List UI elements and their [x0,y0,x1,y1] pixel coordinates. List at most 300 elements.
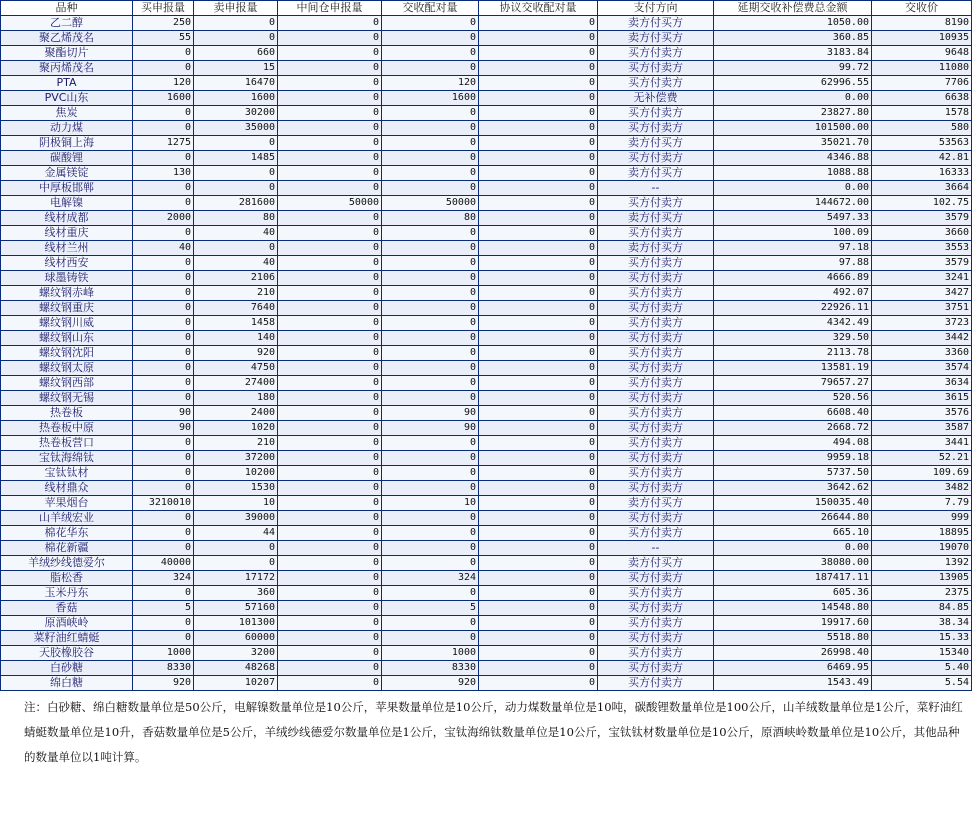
cell-sell-qty: 210 [194,436,278,451]
col-header-compensation-total: 延期交收补偿费总金额 [714,1,872,16]
cell-matched-qty: 0 [382,271,479,286]
cell-variety: 螺纹钢川威 [1,316,133,331]
table-row [1,481,972,496]
cell-sell-qty: 101300 [194,616,278,631]
cell-buy-qty: 55 [133,31,194,46]
cell-agreement-matched-qty: 0 [479,496,598,511]
cell-variety: 白砂糖 [1,661,133,676]
cell-payment-direction: -- [598,181,714,196]
cell-compensation-total: 97.88 [714,256,872,271]
cell-payment-direction: 卖方付买方 [598,136,714,151]
cell-payment-direction: 买方付卖方 [598,571,714,586]
cell-variety: 线材重庆 [1,226,133,241]
cell-delivery-price: 3579 [872,256,972,271]
cell-matched-qty: 0 [382,16,479,31]
table-row [1,646,972,661]
cell-matched-qty: 0 [382,481,479,496]
table-row [1,661,972,676]
table-row [1,511,972,526]
cell-intermediate-qty: 0 [278,331,382,346]
cell-variety: 原酒峡岭 [1,616,133,631]
cell-delivery-price: 3360 [872,346,972,361]
cell-buy-qty: 0 [133,121,194,136]
cell-matched-qty: 8330 [382,661,479,676]
cell-variety: 山羊绒宏业 [1,511,133,526]
cell-agreement-matched-qty: 0 [479,196,598,211]
cell-matched-qty: 0 [382,331,479,346]
table-row [1,181,972,196]
cell-compensation-total: 1543.49 [714,676,872,691]
cell-agreement-matched-qty: 0 [479,271,598,286]
cell-buy-qty: 0 [133,616,194,631]
cell-agreement-matched-qty: 0 [479,451,598,466]
cell-variety: 脂松香 [1,571,133,586]
cell-matched-qty: 50000 [382,196,479,211]
cell-intermediate-qty: 0 [278,481,382,496]
table-row [1,196,972,211]
cell-matched-qty: 0 [382,346,479,361]
cell-agreement-matched-qty: 0 [479,436,598,451]
cell-agreement-matched-qty: 0 [479,181,598,196]
cell-agreement-matched-qty: 0 [479,346,598,361]
cell-payment-direction: 买方付卖方 [598,46,714,61]
table-row [1,361,972,376]
cell-matched-qty: 324 [382,571,479,586]
cell-sell-qty: 10207 [194,676,278,691]
cell-buy-qty: 0 [133,436,194,451]
table-row [1,316,972,331]
cell-payment-direction: 买方付卖方 [598,481,714,496]
cell-intermediate-qty: 0 [278,601,382,616]
cell-intermediate-qty: 0 [278,526,382,541]
cell-delivery-price: 13905 [872,571,972,586]
cell-compensation-total: 605.36 [714,586,872,601]
cell-delivery-price: 2375 [872,586,972,601]
cell-agreement-matched-qty: 0 [479,511,598,526]
cell-matched-qty: 920 [382,676,479,691]
cell-delivery-price: 1578 [872,106,972,121]
cell-intermediate-qty: 0 [278,646,382,661]
cell-agreement-matched-qty: 0 [479,331,598,346]
cell-intermediate-qty: 0 [278,586,382,601]
cell-intermediate-qty: 0 [278,31,382,46]
cell-payment-direction: 买方付卖方 [598,391,714,406]
cell-matched-qty: 0 [382,526,479,541]
cell-buy-qty: 250 [133,16,194,31]
cell-variety: 聚酯切片 [1,46,133,61]
cell-compensation-total: 1050.00 [714,16,872,31]
cell-variety: 聚乙烯茂名 [1,31,133,46]
cell-buy-qty: 0 [133,361,194,376]
cell-payment-direction: 卖方付买方 [598,496,714,511]
cell-delivery-price: 580 [872,121,972,136]
cell-variety: 宝钛钛材 [1,466,133,481]
cell-variety: 阴极铜上海 [1,136,133,151]
col-header-intermediate-qty: 中间仓申报量 [278,1,382,16]
cell-sell-qty: 2106 [194,271,278,286]
cell-intermediate-qty: 0 [278,76,382,91]
cell-variety: 金属镁锭 [1,166,133,181]
cell-buy-qty: 40 [133,241,194,256]
cell-buy-qty: 0 [133,526,194,541]
cell-payment-direction: 买方付卖方 [598,226,714,241]
cell-sell-qty: 0 [194,241,278,256]
cell-sell-qty: 17172 [194,571,278,586]
cell-buy-qty: 0 [133,301,194,316]
cell-matched-qty: 0 [382,256,479,271]
cell-compensation-total: 1088.88 [714,166,872,181]
cell-variety: 线材兰州 [1,241,133,256]
cell-variety: 菜籽油红蜻蜓 [1,631,133,646]
cell-payment-direction: 买方付卖方 [598,346,714,361]
cell-intermediate-qty: 0 [278,211,382,226]
cell-sell-qty: 4750 [194,361,278,376]
cell-buy-qty: 0 [133,226,194,241]
footnote: 注：白砂糖、绵白糖数量单位是50公斤，电解镍数量单位是10公斤，苹果数量单位是10公斤，动力煤数量单位是10吨，碳酸锂数量单位是100公斤，山羊绒数量单位是1公斤，菜籽油红蜻蜓数量单位是10升，香菇数量单位是5公斤，羊绒纱线德爱尔数量单位是1公斤，宝钛海绵钛数量单位是10公斤，宝钛钛材数量单位是10公斤，原酒峡岭数量单位是10公斤，其他品种的数量单位以1吨计算。 [0,691,971,770]
cell-variety: 中厚板邯郸 [1,181,133,196]
cell-buy-qty: 2000 [133,211,194,226]
cell-payment-direction: 买方付卖方 [598,616,714,631]
cell-compensation-total: 38080.00 [714,556,872,571]
cell-matched-qty: 0 [382,451,479,466]
cell-intermediate-qty: 0 [278,541,382,556]
cell-buy-qty: 0 [133,331,194,346]
cell-delivery-price: 1392 [872,556,972,571]
cell-matched-qty: 10 [382,496,479,511]
table-row [1,436,972,451]
cell-matched-qty: 0 [382,301,479,316]
cell-buy-qty: 120 [133,76,194,91]
cell-agreement-matched-qty: 0 [479,541,598,556]
cell-intermediate-qty: 0 [278,256,382,271]
cell-matched-qty: 0 [382,361,479,376]
table-row [1,601,972,616]
cell-intermediate-qty: 0 [278,661,382,676]
cell-compensation-total: 4346.88 [714,151,872,166]
cell-agreement-matched-qty: 0 [479,211,598,226]
cell-delivery-price: 10935 [872,31,972,46]
cell-agreement-matched-qty: 0 [479,361,598,376]
cell-agreement-matched-qty: 0 [479,391,598,406]
cell-sell-qty: 15 [194,61,278,76]
cell-matched-qty: 0 [382,226,479,241]
cell-buy-qty: 0 [133,586,194,601]
cell-agreement-matched-qty: 0 [479,421,598,436]
cell-compensation-total: 5518.80 [714,631,872,646]
cell-buy-qty: 0 [133,61,194,76]
cell-buy-qty: 324 [133,571,194,586]
cell-agreement-matched-qty: 0 [479,526,598,541]
cell-sell-qty: 660 [194,46,278,61]
cell-matched-qty: 0 [382,391,479,406]
cell-intermediate-qty: 0 [278,286,382,301]
cell-buy-qty: 0 [133,151,194,166]
cell-variety: 球墨铸铁 [1,271,133,286]
cell-payment-direction: 买方付卖方 [598,376,714,391]
cell-buy-qty: 0 [133,631,194,646]
cell-intermediate-qty: 0 [278,466,382,481]
cell-delivery-price: 7.79 [872,496,972,511]
cell-buy-qty: 1275 [133,136,194,151]
cell-intermediate-qty: 0 [278,361,382,376]
cell-buy-qty: 130 [133,166,194,181]
cell-matched-qty: 0 [382,136,479,151]
table-row [1,616,972,631]
cell-delivery-price: 3442 [872,331,972,346]
table-row [1,61,972,76]
cell-payment-direction: 买方付卖方 [598,436,714,451]
table-row [1,331,972,346]
cell-delivery-price: 3241 [872,271,972,286]
cell-buy-qty: 0 [133,451,194,466]
cell-agreement-matched-qty: 0 [479,286,598,301]
cell-agreement-matched-qty: 0 [479,376,598,391]
cell-variety: 螺纹钢西部 [1,376,133,391]
cell-delivery-price: 3553 [872,241,972,256]
cell-delivery-price: 42.81 [872,151,972,166]
cell-variety: 乙二醇 [1,16,133,31]
cell-payment-direction: 买方付卖方 [598,256,714,271]
cell-agreement-matched-qty: 0 [479,571,598,586]
cell-compensation-total: 22926.11 [714,301,872,316]
cell-agreement-matched-qty: 0 [479,301,598,316]
cell-payment-direction: 买方付卖方 [598,631,714,646]
cell-delivery-price: 3587 [872,421,972,436]
cell-variety: 动力煤 [1,121,133,136]
cell-payment-direction: 买方付卖方 [598,361,714,376]
cell-payment-direction: 卖方付买方 [598,211,714,226]
cell-agreement-matched-qty: 0 [479,481,598,496]
cell-sell-qty: 360 [194,586,278,601]
table-row [1,586,972,601]
cell-variety: 线材成都 [1,211,133,226]
table-row [1,16,972,31]
cell-agreement-matched-qty: 0 [479,136,598,151]
cell-intermediate-qty: 50000 [278,196,382,211]
cell-compensation-total: 13581.19 [714,361,872,376]
cell-sell-qty: 37200 [194,451,278,466]
table-row [1,466,972,481]
cell-delivery-price: 18895 [872,526,972,541]
cell-agreement-matched-qty: 0 [479,601,598,616]
cell-delivery-price: 3441 [872,436,972,451]
cell-compensation-total: 79657.27 [714,376,872,391]
cell-agreement-matched-qty: 0 [479,241,598,256]
cell-variety: 棉花新疆 [1,541,133,556]
cell-variety: 螺纹钢赤峰 [1,286,133,301]
cell-matched-qty: 0 [382,511,479,526]
col-header-variety: 品种 [1,1,133,16]
table-row [1,121,972,136]
cell-buy-qty: 0 [133,541,194,556]
cell-intermediate-qty: 0 [278,421,382,436]
table-row [1,76,972,91]
cell-buy-qty: 0 [133,466,194,481]
cell-sell-qty: 80 [194,211,278,226]
cell-payment-direction: 买方付卖方 [598,196,714,211]
table-row [1,346,972,361]
cell-buy-qty: 0 [133,316,194,331]
cell-agreement-matched-qty: 0 [479,466,598,481]
cell-payment-direction: 买方付卖方 [598,331,714,346]
cell-agreement-matched-qty: 0 [479,316,598,331]
table-row [1,271,972,286]
cell-variety: 香菇 [1,601,133,616]
cell-variety: PTA [1,76,133,91]
cell-sell-qty: 920 [194,346,278,361]
cell-compensation-total: 4342.49 [714,316,872,331]
cell-intermediate-qty: 0 [278,571,382,586]
table-row [1,151,972,166]
table-row [1,421,972,436]
table-row [1,496,972,511]
table-row [1,226,972,241]
cell-delivery-price: 9648 [872,46,972,61]
table-row [1,406,972,421]
cell-payment-direction: 买方付卖方 [598,451,714,466]
cell-variety: 热卷板中原 [1,421,133,436]
cell-variety: 螺纹钢沈阳 [1,346,133,361]
cell-matched-qty: 0 [382,106,479,121]
cell-payment-direction: 买方付卖方 [598,511,714,526]
cell-agreement-matched-qty: 0 [479,151,598,166]
cell-delivery-price: 53563 [872,136,972,151]
cell-intermediate-qty: 0 [278,166,382,181]
cell-sell-qty: 180 [194,391,278,406]
cell-sell-qty: 35000 [194,121,278,136]
table-row [1,631,972,646]
cell-sell-qty: 30200 [194,106,278,121]
col-header-payment-direction: 支付方向 [598,1,714,16]
cell-agreement-matched-qty: 0 [479,61,598,76]
cell-intermediate-qty: 0 [278,631,382,646]
cell-agreement-matched-qty: 0 [479,16,598,31]
cell-matched-qty: 0 [382,436,479,451]
cell-intermediate-qty: 0 [278,136,382,151]
cell-matched-qty: 0 [382,31,479,46]
cell-sell-qty: 10 [194,496,278,511]
cell-intermediate-qty: 0 [278,376,382,391]
cell-payment-direction: 买方付卖方 [598,601,714,616]
cell-variety: 天胶橡胶谷 [1,646,133,661]
cell-payment-direction: 卖方付买方 [598,241,714,256]
cell-compensation-total: 5737.50 [714,466,872,481]
cell-variety: 聚丙烯茂名 [1,61,133,76]
table-row [1,676,972,691]
cell-compensation-total: 26644.80 [714,511,872,526]
cell-intermediate-qty: 0 [278,436,382,451]
cell-intermediate-qty: 0 [278,151,382,166]
cell-buy-qty: 0 [133,286,194,301]
cell-agreement-matched-qty: 0 [479,166,598,181]
cell-buy-qty: 0 [133,391,194,406]
cell-matched-qty: 80 [382,211,479,226]
cell-matched-qty: 0 [382,556,479,571]
cell-agreement-matched-qty: 0 [479,31,598,46]
cell-buy-qty: 0 [133,481,194,496]
cell-compensation-total: 187417.11 [714,571,872,586]
cell-sell-qty: 3200 [194,646,278,661]
cell-payment-direction: 买方付卖方 [598,151,714,166]
cell-sell-qty: 0 [194,136,278,151]
cell-variety: 羊绒纱线德爱尔 [1,556,133,571]
cell-buy-qty: 0 [133,376,194,391]
cell-delivery-price: 3427 [872,286,972,301]
cell-sell-qty: 0 [194,541,278,556]
cell-agreement-matched-qty: 0 [479,676,598,691]
cell-compensation-total: 4666.89 [714,271,872,286]
cell-matched-qty: 0 [382,286,479,301]
cell-compensation-total: 6608.40 [714,406,872,421]
cell-compensation-total: 23827.80 [714,106,872,121]
cell-sell-qty: 281600 [194,196,278,211]
cell-variety: PVC山东 [1,91,133,106]
cell-payment-direction: 买方付卖方 [598,301,714,316]
cell-matched-qty: 0 [382,181,479,196]
cell-delivery-price: 15.33 [872,631,972,646]
cell-matched-qty: 0 [382,316,479,331]
cell-compensation-total: 100.09 [714,226,872,241]
table-row [1,46,972,61]
cell-variety: 焦炭 [1,106,133,121]
cell-buy-qty: 0 [133,511,194,526]
cell-agreement-matched-qty: 0 [479,406,598,421]
cell-delivery-price: 38.34 [872,616,972,631]
cell-buy-qty: 3210010 [133,496,194,511]
cell-payment-direction: 买方付卖方 [598,106,714,121]
cell-compensation-total: 360.85 [714,31,872,46]
header-row [1,1,972,16]
cell-compensation-total: 3642.62 [714,481,872,496]
table-row [1,391,972,406]
cell-delivery-price: 5.40 [872,661,972,676]
table-row [1,136,972,151]
cell-delivery-price: 11080 [872,61,972,76]
cell-matched-qty: 1000 [382,646,479,661]
cell-buy-qty: 1600 [133,91,194,106]
cell-compensation-total: 2113.78 [714,346,872,361]
cell-matched-qty: 1600 [382,91,479,106]
cell-intermediate-qty: 0 [278,271,382,286]
cell-variety: 绵白糖 [1,676,133,691]
cell-buy-qty: 0 [133,181,194,196]
cell-payment-direction: 买方付卖方 [598,121,714,136]
cell-delivery-price: 109.69 [872,466,972,481]
cell-payment-direction: 卖方付买方 [598,556,714,571]
cell-buy-qty: 90 [133,421,194,436]
cell-matched-qty: 5 [382,601,479,616]
cell-sell-qty: 210 [194,286,278,301]
cell-intermediate-qty: 0 [278,616,382,631]
cell-payment-direction: 买方付卖方 [598,61,714,76]
cell-payment-direction: -- [598,541,714,556]
cell-payment-direction: 卖方付买方 [598,166,714,181]
table-row [1,301,972,316]
cell-matched-qty: 0 [382,241,479,256]
cell-matched-qty: 0 [382,616,479,631]
cell-variety: 棉花华东 [1,526,133,541]
cell-sell-qty: 27400 [194,376,278,391]
cell-delivery-price: 999 [872,511,972,526]
cell-intermediate-qty: 0 [278,316,382,331]
cell-intermediate-qty: 0 [278,46,382,61]
cell-intermediate-qty: 0 [278,511,382,526]
cell-compensation-total: 9959.18 [714,451,872,466]
cell-intermediate-qty: 0 [278,346,382,361]
cell-intermediate-qty: 0 [278,226,382,241]
cell-delivery-price: 3576 [872,406,972,421]
cell-variety: 苹果烟台 [1,496,133,511]
